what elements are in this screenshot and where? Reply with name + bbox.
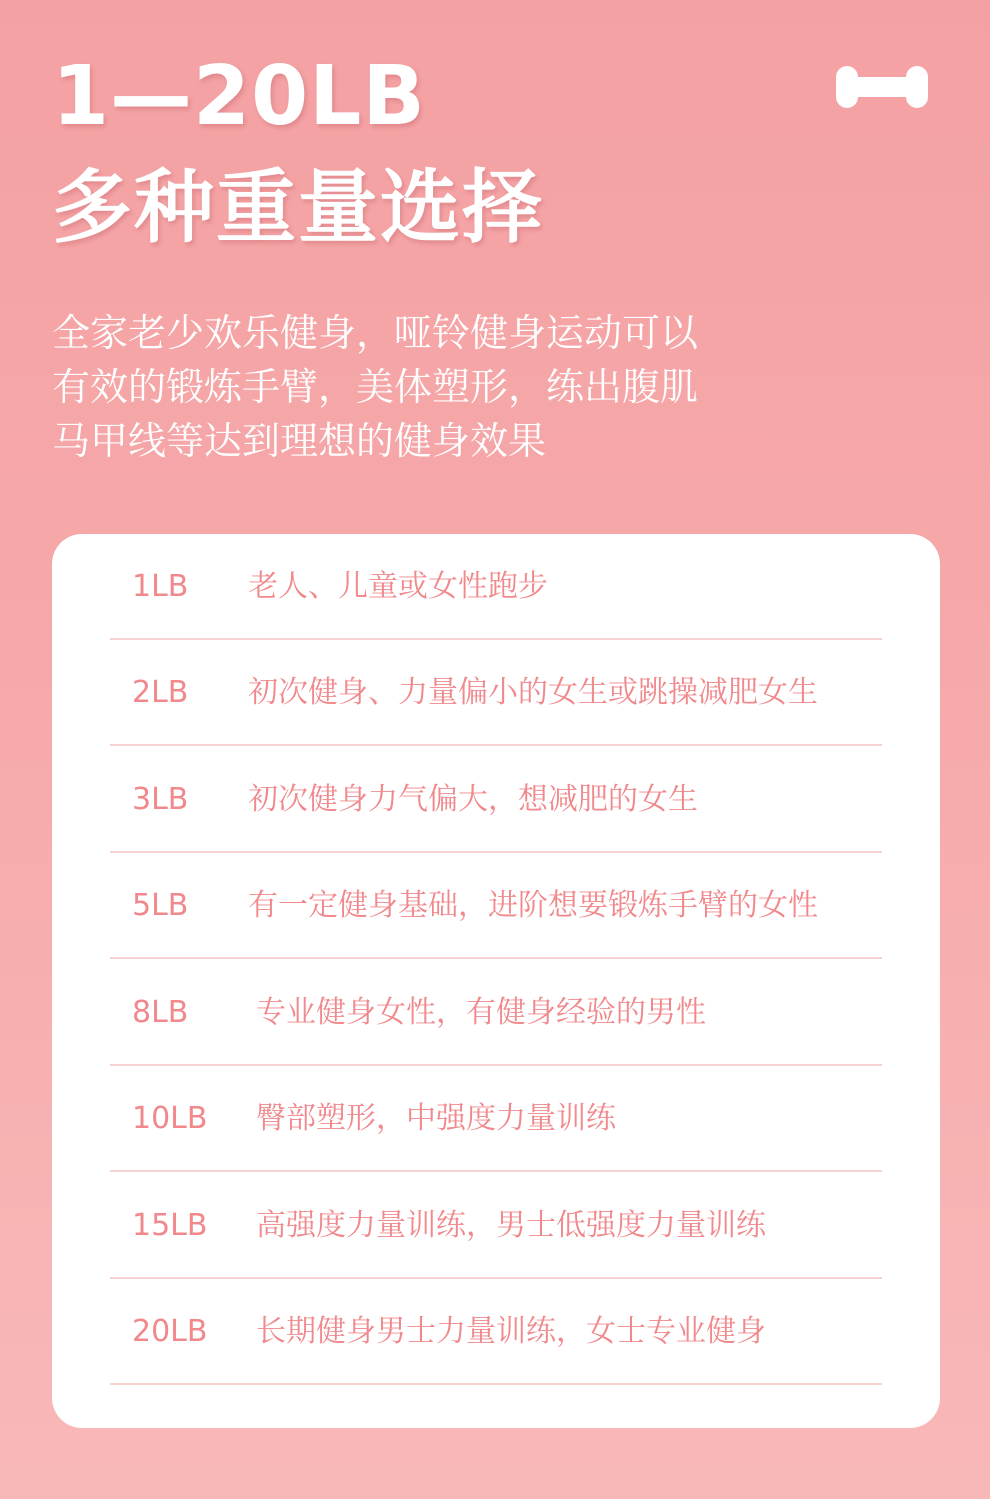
description-line: 马甲线等达到理想的健身效果 bbox=[52, 419, 547, 463]
weight-label: 20LB bbox=[132, 1314, 208, 1349]
weight-label: 3LB bbox=[132, 782, 189, 817]
weight-description: 臀部塑形，中强度力量训练 bbox=[256, 1101, 616, 1136]
weight-label: 10LB bbox=[132, 1101, 208, 1136]
weight-description: 初次健身力气偏大，想减肥的女生 bbox=[248, 782, 698, 817]
weight-row-2lb bbox=[110, 640, 882, 746]
product-description bbox=[52, 306, 832, 468]
weight-description: 高强度力量训练，男士低强度力量训练 bbox=[256, 1208, 766, 1243]
weight-range-heading: 1—20LB bbox=[52, 49, 426, 144]
weight-label: 8LB bbox=[132, 995, 189, 1030]
weight-row-1lb bbox=[110, 534, 882, 640]
weight-label: 15LB bbox=[132, 1208, 208, 1243]
page-title: 多种重量选择 bbox=[52, 161, 544, 254]
weight-row-15lb bbox=[110, 1173, 882, 1279]
weight-row-5lb bbox=[110, 853, 882, 959]
weight-label: 2LB bbox=[132, 675, 189, 710]
weight-row-20lb bbox=[110, 1279, 882, 1385]
weight-guide-card bbox=[52, 534, 940, 1428]
weight-description: 长期健身男士力量训练，女士专业健身 bbox=[256, 1314, 766, 1349]
weight-row-3lb bbox=[110, 747, 882, 853]
weight-description: 老人、儿童或女性跑步 bbox=[248, 569, 548, 604]
dumbbell-icon bbox=[836, 66, 928, 108]
weight-row-8lb bbox=[110, 960, 882, 1066]
description-line: 全家老少欢乐健身，哑铃健身运动可以 bbox=[52, 311, 699, 355]
weight-description: 专业健身女性，有健身经验的男性 bbox=[256, 995, 706, 1030]
weight-description: 有一定健身基础，进阶想要锻炼手臂的女性 bbox=[248, 888, 818, 923]
weight-description: 初次健身、力量偏小的女生或跳操减肥女生 bbox=[248, 675, 818, 710]
weight-label: 1LB bbox=[132, 569, 189, 604]
description-line: 有效的锻炼手臂，美体塑形，练出腹肌 bbox=[52, 365, 699, 409]
weight-label: 5LB bbox=[132, 888, 189, 923]
weight-row-10lb bbox=[110, 1066, 882, 1172]
